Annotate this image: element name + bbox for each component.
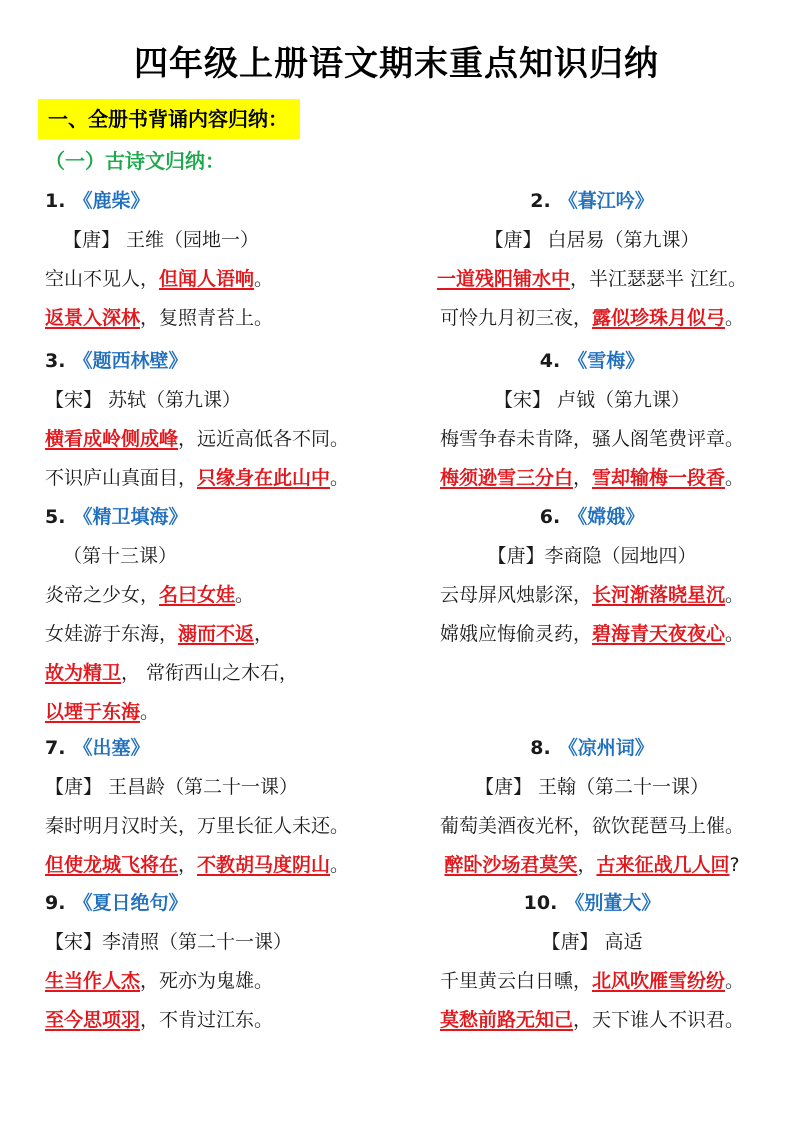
highlighted-phrase: 莫愁前路无知己: [439, 1009, 573, 1031]
subsection-heading: （一）古诗文归纳：: [45, 149, 225, 173]
poem-line: [412, 459, 772, 498]
highlighted-phrase: 返景入深林: [45, 307, 141, 329]
poem-number: 7.: [45, 737, 66, 759]
poem-block: [45, 884, 405, 1040]
plain-text: 。: [725, 307, 745, 329]
poem-number: 5.: [45, 506, 66, 528]
plain-text: ，: [572, 467, 592, 489]
poem-name: 《暮江吟》: [558, 190, 654, 212]
plain-text: ，: [254, 623, 274, 645]
poem-author: 【唐】 王翰（第二十一课）: [474, 776, 710, 798]
poem-line: [45, 807, 405, 846]
highlighted-phrase: 故为精卫: [45, 662, 122, 684]
plain-text: 。: [254, 268, 274, 290]
highlighted-phrase: 长河渐落晓星沉: [591, 584, 725, 606]
highlighted-phrase: 横看成岭侧成峰: [45, 428, 179, 450]
plain-text: 。: [235, 584, 255, 606]
poem-block: [45, 729, 405, 885]
plain-text: 嫦娥应悔偷灵药，: [439, 623, 592, 645]
highlighted-phrase: 至今思项羽: [45, 1009, 141, 1031]
poem-title: [412, 729, 772, 768]
poem-line: [412, 420, 772, 459]
poem-number: 3.: [45, 350, 66, 372]
poem-title: [45, 729, 405, 768]
poem-block: [412, 884, 772, 1040]
plain-text: 千里黄云白日曛，: [439, 970, 592, 992]
plain-text: ，: [577, 854, 597, 876]
highlighted-phrase: 溺而不返: [178, 623, 255, 645]
poem-number: 9.: [45, 892, 66, 914]
plain-text: ， 常衔西山之木石，: [121, 662, 299, 684]
poem-title: [412, 342, 772, 381]
poem-name: 《雪梅》: [568, 350, 645, 372]
highlighted-phrase: 一道残阳铺水中: [436, 268, 570, 290]
poem-name: 《出塞》: [73, 737, 150, 759]
plain-text: ，远近高低各不同。: [178, 428, 350, 450]
plain-text: ，半江瑟瑟半 江红。: [569, 268, 748, 290]
section-heading: 一、全册书背诵内容归纳：: [38, 99, 300, 139]
plain-text: 。: [725, 467, 745, 489]
poem-line: [45, 576, 405, 615]
poem-name: 《别董大》: [565, 892, 661, 914]
poem-block: [412, 498, 772, 654]
poem-block: [412, 729, 772, 885]
plain-text: 葡萄美酒夜光杯，欲饮琵琶马上催。: [439, 815, 744, 837]
poem-number: 8.: [530, 737, 551, 759]
highlighted-phrase: 但使龙城飞将在: [45, 854, 179, 876]
plain-text: 不识庐山真面目，: [45, 467, 198, 489]
highlighted-phrase: 碧海青天夜夜心: [591, 623, 725, 645]
highlighted-phrase: 以堙于东海: [45, 701, 141, 723]
highlighted-phrase: 不教胡马度阴山: [197, 854, 331, 876]
poem-author: 【唐】李商隐（园地四）: [487, 545, 697, 567]
plain-text: 。: [140, 701, 160, 723]
poem-title: [412, 182, 772, 221]
poem-title: [45, 884, 405, 923]
poem-name: 《鹿柴》: [73, 190, 150, 212]
plain-text: 。: [725, 970, 745, 992]
poem-author: 【唐】 王维（园地一）: [63, 229, 260, 251]
poem-author: 【宋】 卢钺（第九课）: [493, 389, 691, 411]
poem-block: [45, 342, 405, 498]
page-title: 四年级上册语文期末重点知识归纳: [134, 44, 659, 84]
plain-text: 女娃游于东海，: [45, 623, 179, 645]
poem-title: [45, 342, 405, 381]
plain-text: 。: [725, 584, 745, 606]
poem-line: [45, 420, 405, 459]
highlighted-phrase: 只缘身在此山中: [197, 467, 331, 489]
poem-line: [45, 615, 405, 654]
highlighted-phrase: 但闻人语响: [159, 268, 255, 290]
poem-number: 2.: [530, 190, 551, 212]
poem-name: 《嫦娥》: [568, 506, 645, 528]
highlighted-phrase: 雪却输梅一段香: [592, 467, 726, 489]
poem-author: 【唐】 高适: [541, 931, 643, 953]
poem-author: 【唐】 王昌龄（第二十一课）: [45, 776, 299, 798]
plain-text: 梅雪争春未肯降，骚人阁笔费评章。: [439, 428, 744, 450]
plain-text: ，复照青苔上。: [140, 307, 274, 329]
poem-line: [45, 260, 405, 299]
poem-line: [45, 299, 405, 338]
poem-line: [45, 846, 405, 885]
plain-text: 秦时明月汉时关，万里长征人未还。: [45, 815, 350, 837]
highlighted-phrase: 生当作人杰: [45, 970, 141, 992]
poem-name: 《夏日绝句》: [73, 892, 188, 914]
highlighted-phrase: 醉卧沙场君莫笑: [444, 854, 578, 876]
plain-text: 云母屏风烛影深，: [439, 584, 592, 606]
plain-text: ，死亦为鬼雄。: [140, 970, 274, 992]
poem-line: [45, 1001, 405, 1040]
poem-author: 【宋】李清照（第二十一课）: [45, 931, 293, 953]
plain-text: 可怜九月初三夜，: [439, 307, 592, 329]
poem-block: [45, 498, 405, 732]
poem-block: [412, 182, 772, 338]
poem-name: 《题西林壁》: [73, 350, 188, 372]
poem-author: 【唐】 白居易（第九课）: [484, 229, 700, 251]
poem-name: 《精卫填海》: [73, 506, 188, 528]
poem-title: [45, 182, 405, 221]
plain-text: ，不肯过江东。: [140, 1009, 274, 1031]
poem-author: （第十三课）: [63, 545, 178, 567]
poem-name: 《凉州词》: [558, 737, 654, 759]
highlighted-phrase: 北风吹雁雪纷纷: [591, 970, 725, 992]
highlighted-phrase: 露似珍珠月似弓: [591, 307, 725, 329]
poem-line: [412, 807, 772, 846]
poem-title: [45, 498, 405, 537]
poem-line: [45, 654, 405, 693]
poem-line: [45, 693, 405, 732]
poem-title: [412, 884, 772, 923]
poem-line: [412, 962, 772, 1001]
poem-title: [412, 498, 772, 537]
poem-line: [412, 299, 772, 338]
poem-line: [412, 576, 772, 615]
poem-author: 【宋】 苏轼（第九课）: [45, 389, 242, 411]
plain-text: ，: [178, 854, 198, 876]
highlighted-phrase: 名曰女娃: [159, 584, 236, 606]
poem-block: [412, 342, 772, 498]
poem-line: [412, 846, 772, 885]
poem-block: [45, 182, 405, 338]
plain-text: 炎帝之少女，: [45, 584, 160, 606]
plain-text: ?: [729, 854, 740, 876]
poem-line: [45, 962, 405, 1001]
highlighted-phrase: 梅须逊雪三分白: [439, 467, 573, 489]
poem-line: [412, 1001, 772, 1040]
plain-text: ，天下谁人不识君。: [573, 1009, 745, 1031]
poem-line: [412, 260, 772, 299]
poem-number: 4.: [539, 350, 561, 372]
poem-line: [412, 615, 772, 654]
plain-text: 。: [330, 854, 350, 876]
poem-number: 10.: [523, 892, 558, 914]
highlighted-phrase: 古来征战几人回: [596, 854, 730, 876]
plain-text: 。: [330, 467, 350, 489]
plain-text: 空山不见人，: [45, 268, 160, 290]
poem-number: 1.: [45, 190, 66, 212]
poem-number: 6.: [539, 506, 561, 528]
poem-line: [45, 459, 405, 498]
plain-text: 。: [725, 623, 745, 645]
